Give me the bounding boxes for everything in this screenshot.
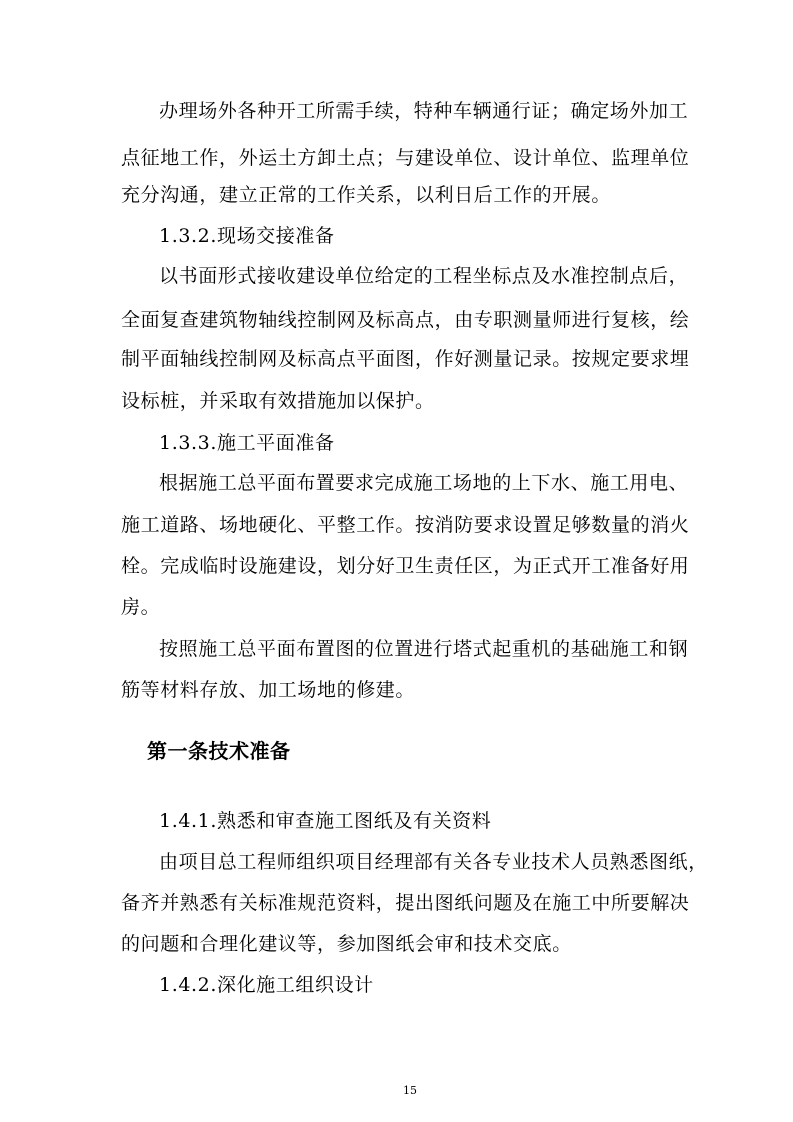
paragraph-line: 由项目总工程师组织项目经理部有关各专业技术人员熟悉图纸， xyxy=(159,851,708,873)
subsection-heading: 1.3.3.施工平面准备 xyxy=(159,432,335,454)
paragraph-line: 栓。完成临时设施建设，划分好卫生责任区，为正式开工准备好用 xyxy=(121,555,690,577)
paragraph-line: 房。 xyxy=(121,596,161,618)
paragraph-line: 办理场外各种开工所需手续，特种车辆通行证；确定场外加工 xyxy=(159,100,689,122)
paragraph-line: 的问题和合理化建议等，参加图纸会审和技术交底。 xyxy=(121,933,572,955)
paragraph-line: 筋等材料存放、加工场地的修建。 xyxy=(121,679,416,701)
paragraph-line: 按照施工总平面布置图的位置进行塔式起重机的基础施工和钢 xyxy=(159,638,689,660)
subsection-heading: 1.4.2.深化施工组织设计 xyxy=(159,974,374,996)
paragraph-line: 备齐并熟悉有关标准规范资料，提出图纸问题及在施工中所要解决 xyxy=(121,892,690,914)
section-heading: 第一条技术准备 xyxy=(147,739,291,763)
paragraph-line: 充分沟通，建立正常的工作关系，以利日后工作的开展。 xyxy=(121,184,612,206)
paragraph-line: 以书面形式接收建设单位给定的工程坐标点及水准控制点后， xyxy=(159,265,689,287)
subsection-heading: 1.3.2.现场交接准备 xyxy=(159,225,335,247)
paragraph-line: 施工道路、场地硬化、平整工作。按消防要求设置足够数量的消火 xyxy=(121,514,690,536)
paragraph-line: 设标桩，并采取有效措施加以保护。 xyxy=(121,390,435,412)
paragraph-line: 根据施工总平面布置要求完成施工场地的上下水、施工用电、 xyxy=(159,472,689,494)
paragraph-line: 全面复查建筑物轴线控制网及标高点，由专职测量师进行复核，绘 xyxy=(121,309,690,331)
paragraph-line: 点征地工作，外运土方卸土点；与建设单位、设计单位、监理单位 xyxy=(121,147,690,169)
page-number: 15 xyxy=(403,1084,417,1097)
subsection-heading: 1.4.1.熟悉和审查施工图纸及有关资料 xyxy=(159,810,492,832)
paragraph-line: 制平面轴线控制网及标高点平面图，作好测量记录。按规定要求埋 xyxy=(121,348,690,370)
